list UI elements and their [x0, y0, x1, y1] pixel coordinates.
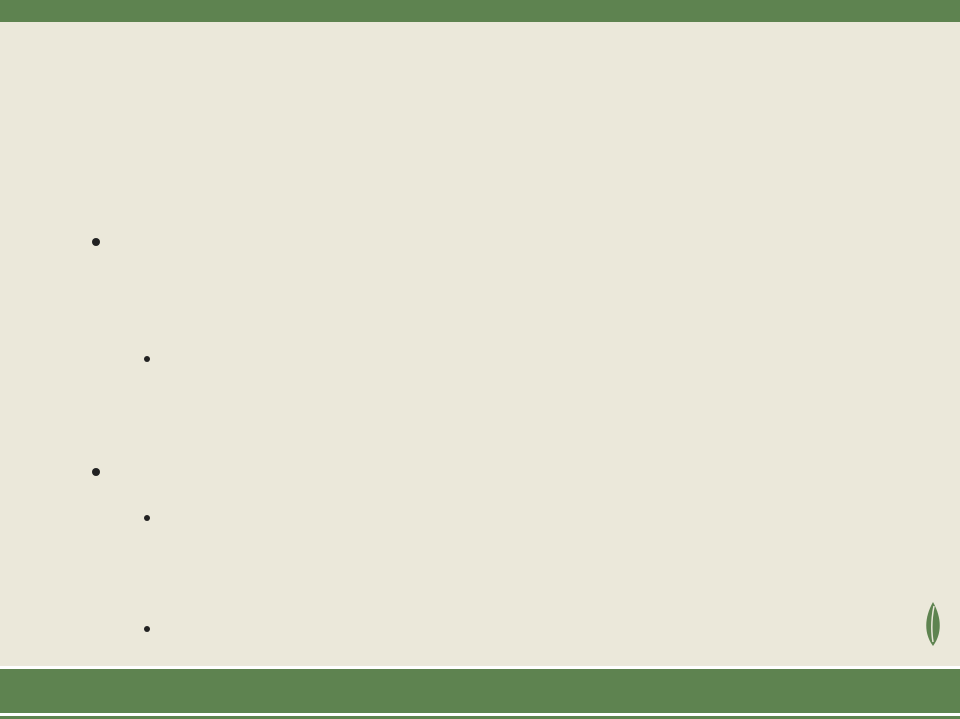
bullet-dot: [92, 468, 100, 476]
bottom-bar: [0, 666, 960, 719]
sub-bullet-dot: [144, 626, 150, 632]
leaf-icon: [920, 600, 946, 646]
bullet-dot: [92, 238, 100, 246]
sub-bullet-dot: [144, 515, 150, 521]
sub-bullet-dot: [144, 356, 150, 362]
elte-econ-logo: [902, 600, 956, 662]
top-bar: [0, 0, 960, 22]
